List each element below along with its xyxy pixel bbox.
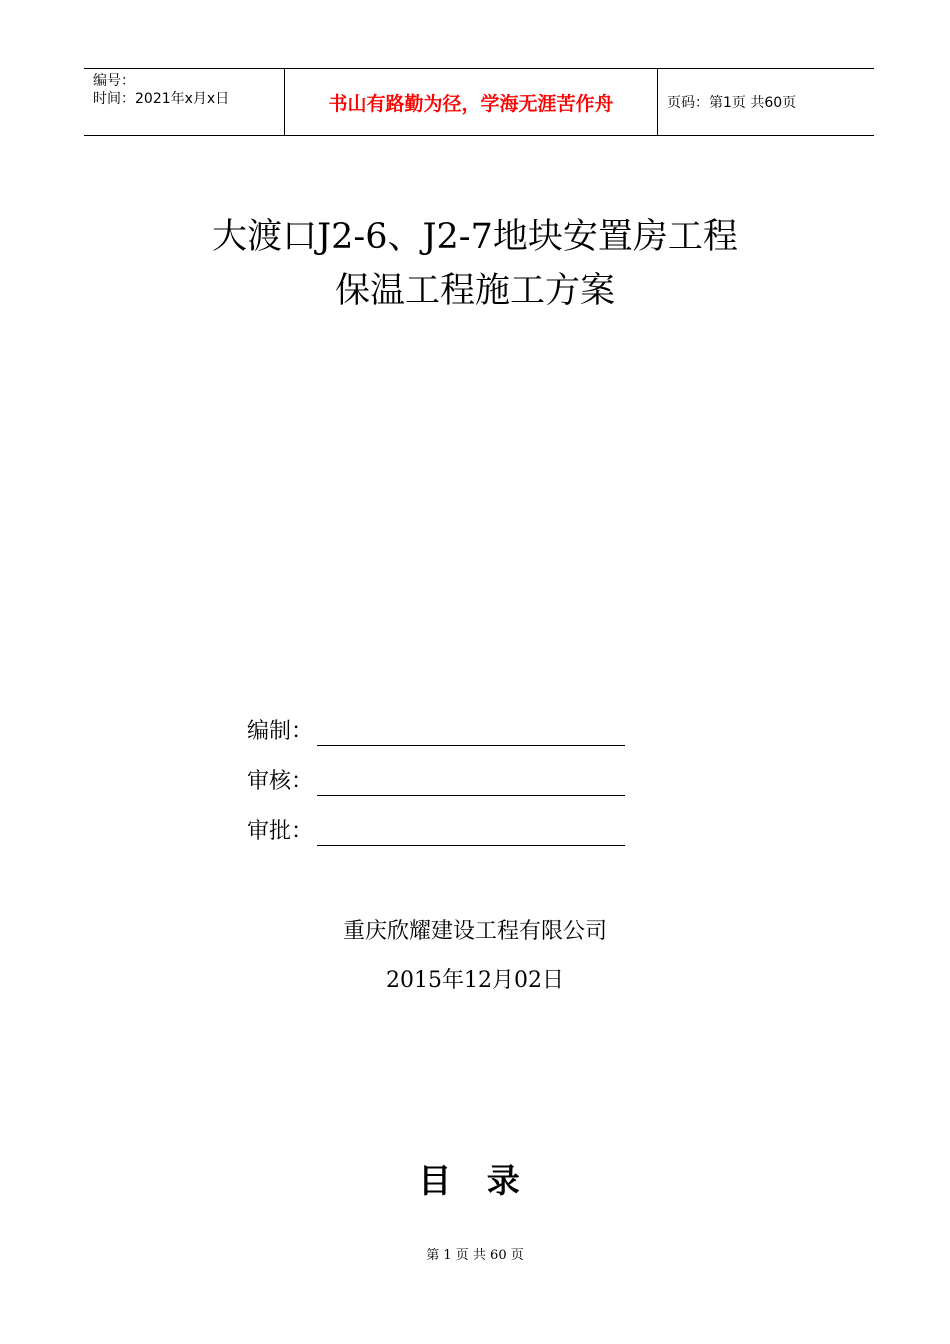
approved-label: 审批： bbox=[247, 819, 314, 844]
signature-prepared-row bbox=[247, 716, 625, 746]
signature-reviewed-row bbox=[247, 766, 625, 796]
document-date: 2015年12月02日 bbox=[386, 968, 564, 993]
prepared-signature-line bbox=[317, 725, 625, 746]
document-header bbox=[84, 68, 874, 136]
page-footer: 第 1 页 共 60 页 bbox=[426, 1248, 524, 1263]
prepared-label: 编制： bbox=[247, 719, 314, 744]
toc-heading: 目 录 bbox=[418, 1161, 532, 1200]
header-meta-cell bbox=[84, 69, 285, 135]
approved-signature-line bbox=[317, 825, 625, 846]
reviewed-signature-line bbox=[317, 775, 625, 796]
signature-approved-row bbox=[247, 816, 625, 846]
document-title-line1: 大渡口J2-6、J2-7地块安置房工程 bbox=[212, 217, 738, 257]
company-name: 重庆欣耀建设工程有限公司 bbox=[342, 919, 607, 944]
document-title-line2: 保温工程施工方案 bbox=[334, 271, 615, 311]
document-number: 编号： bbox=[93, 73, 135, 89]
document-time: 时间：2021年x月x日 bbox=[93, 91, 230, 107]
header-page-cell bbox=[658, 69, 874, 135]
reviewed-label: 审核： bbox=[247, 769, 314, 794]
motto-text: 书山有路勤为径，学海无涯苦作舟 bbox=[328, 93, 614, 115]
header-motto-cell bbox=[285, 69, 658, 135]
page-counter: 页码：第1页 共60页 bbox=[667, 95, 797, 111]
